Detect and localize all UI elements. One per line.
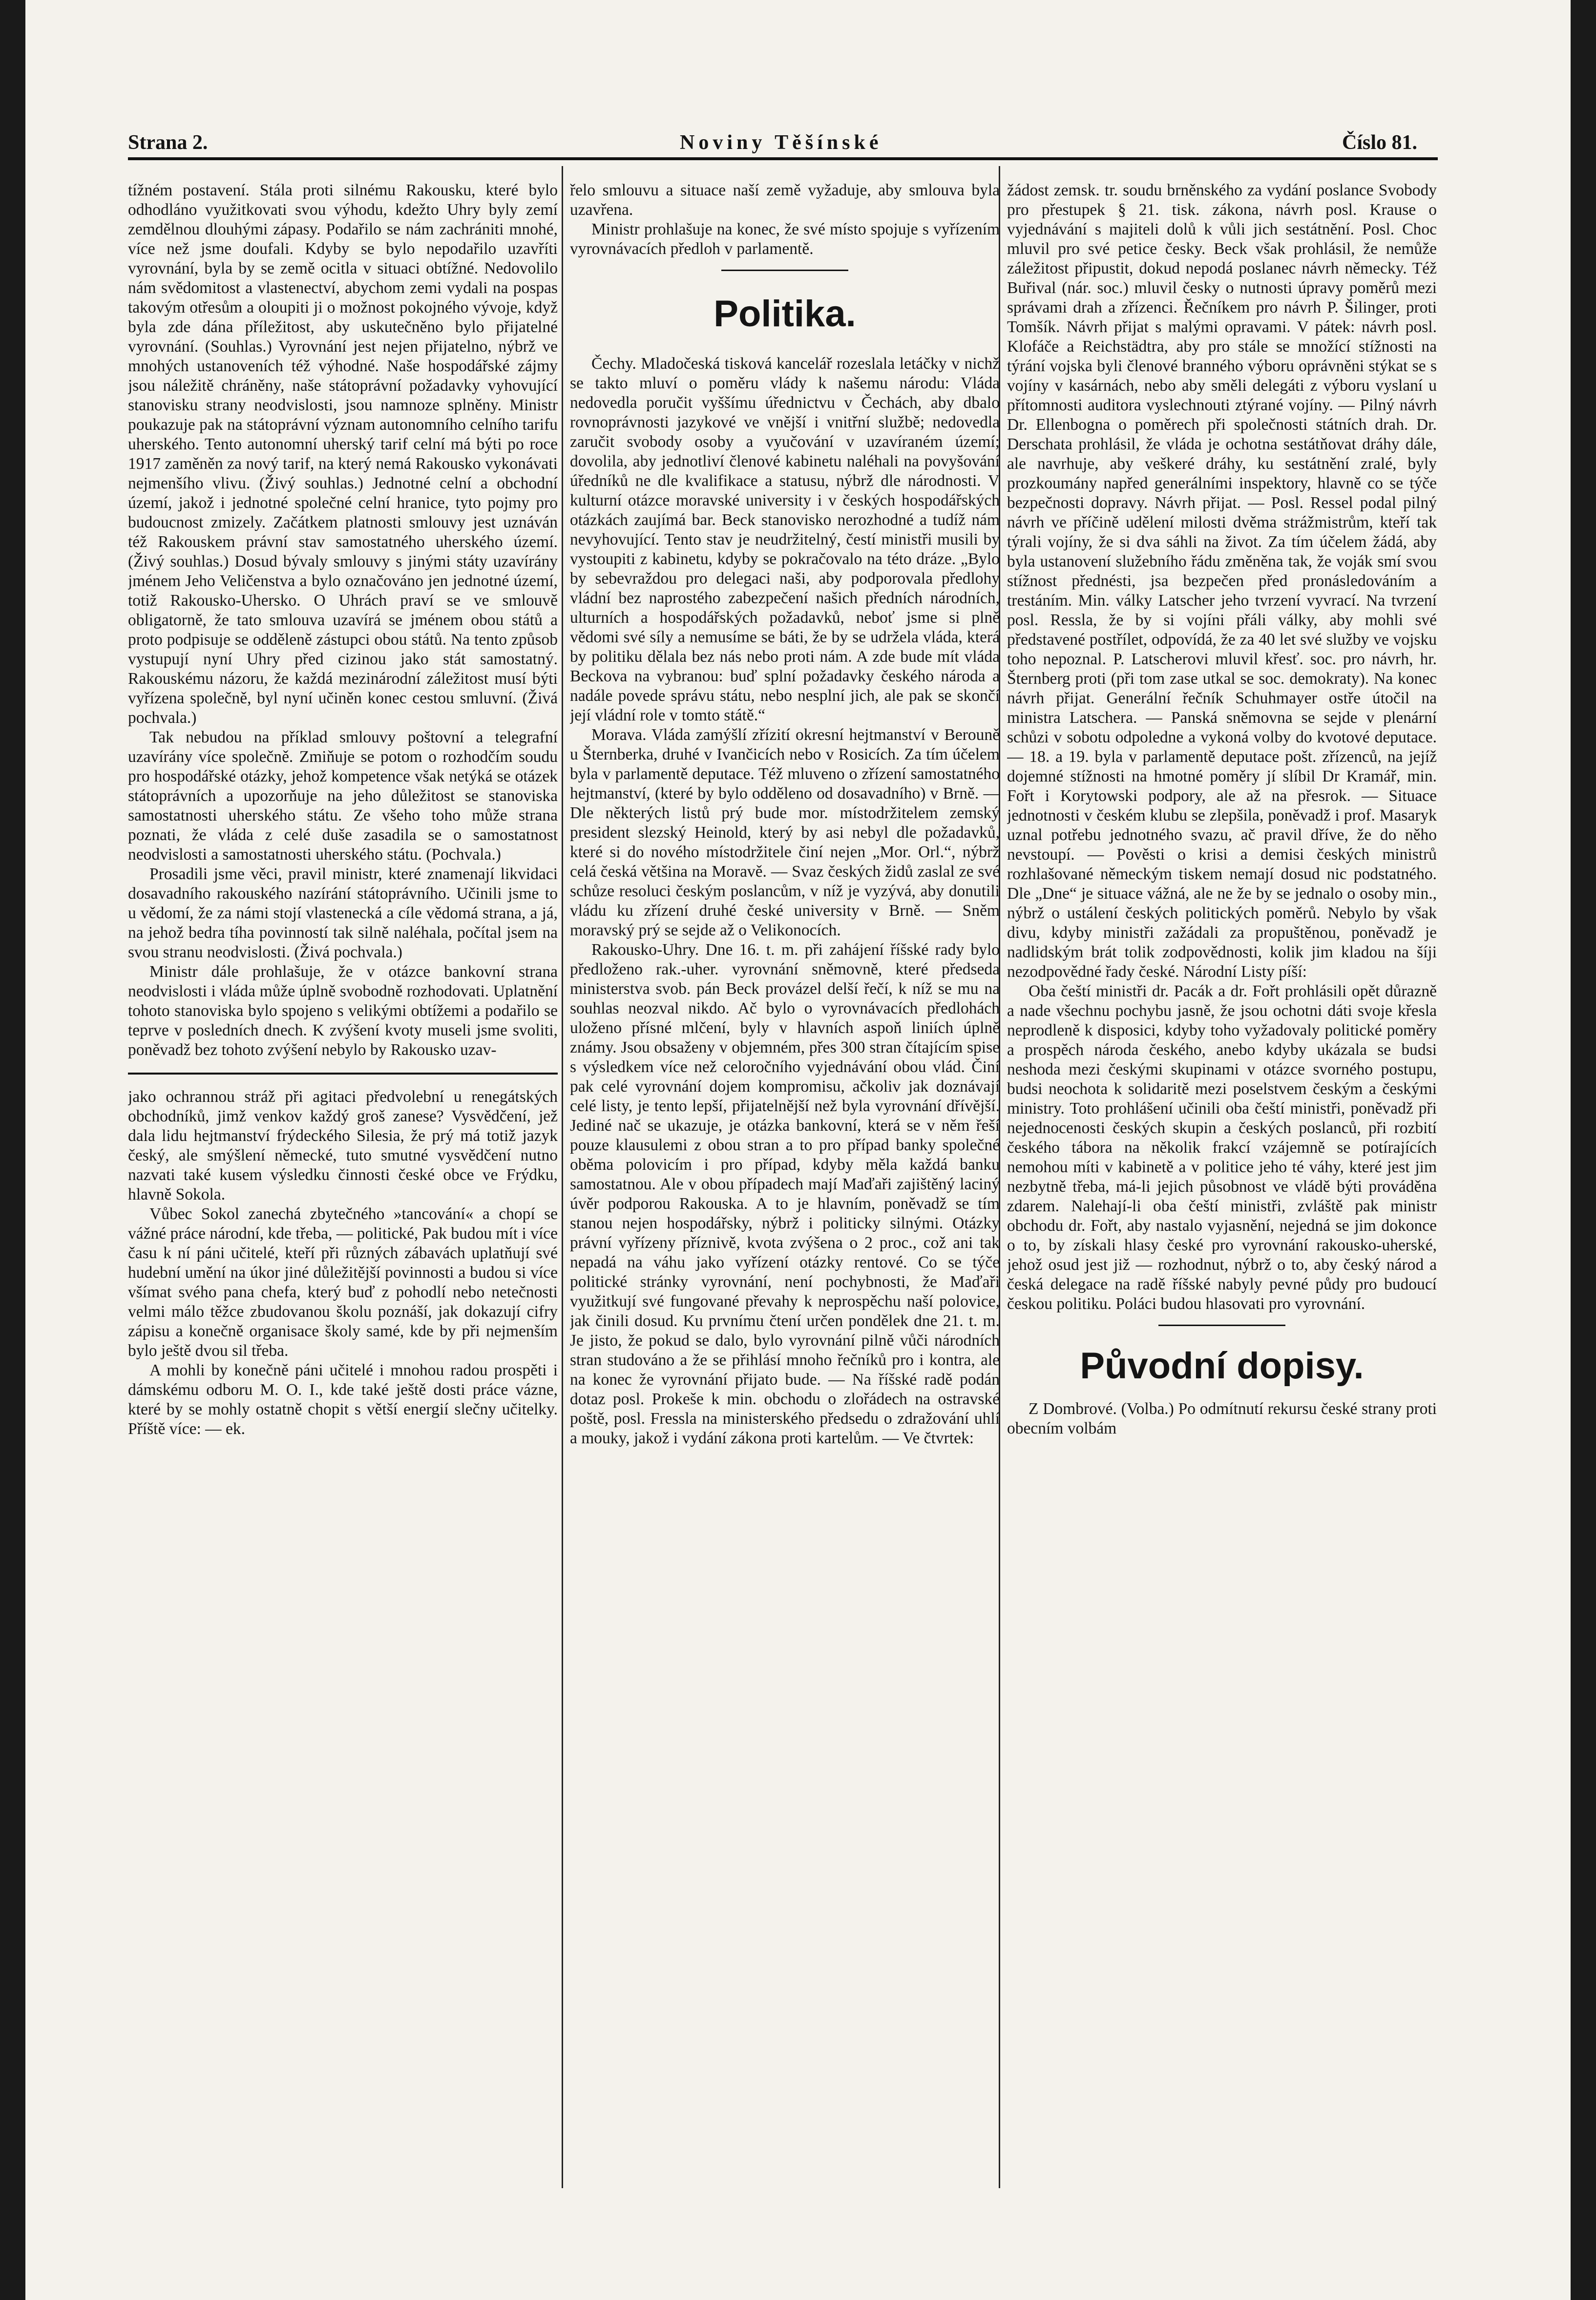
article-separator <box>721 270 848 271</box>
header-rule <box>128 157 1438 160</box>
article-separator <box>1158 1325 1285 1326</box>
article-paragraph: Vůbec Sokol zanechá zbytečného »tancování« a chopí se vážné práce národní, kde třeba, — politické, Pak budou mít i více času k ní páni učitelé, kteří při různých zábavách uplatňují své hudební umění na úkor jiné důležitější povinnosti a budou si více všímat svého pana chefa, který buď z pohodlí nebo netečnosti velmi málo těžce zbudovanou školu poznáší, jak dokazují cifry zápisu a konečně organisace školy samé, kde by při nejmenším bylo ještě dvou sil třeba. <box>128 1205 558 1360</box>
column-left <box>128 181 558 2183</box>
article-paragraph: Ministr prohlašuje na konec, že své místo spojuje s vyřízením vyrovnávacích předloh v parlamentě. <box>570 220 1000 258</box>
newspaper-title: Noviny Těšínské <box>680 131 882 154</box>
article-paragraph: Morava. Vláda zamýšlí zřízití okresní hejtmanství v Berouně u Šternberka, druhé v Ivančicích nebo v Rosicích. Za tím účelem byla v parlamentě deputace. Též mluveno o zřízení samostatného hejtmanství, (které by bylo odděleno od dosavadního) v Brně. — Dle některých listů prý bude mor. místodržitelem zemský president slezský Heinold, který by asi nebyl dle požadavků, které si do nového místodržitele činí nejen „Mor. Orl.“, nýbrž celá česká většina na Moravě. — Svaz českých židů zaslal ze své schůze resoluci českým poslancům, v níž je vyzývá, aby donutili vládu ku zřízení druhé české university v Brně. — Sněm moravský prý se sejde až o Velikonocích. <box>570 726 1000 939</box>
article-paragraph: žádost zemsk. tr. soudu brněnského za vydání poslance Svobody pro přestupek § 21. tisk. zákona, návrh posl. Krause o vyjednávání s majiteli dolů k vůli jich sestátnění. Posl. Choc mluvil pro své petice česky. Beck však prohlásil, že nemůže záležitost připustit, dokud nepodá poslanec návrh německy. Též Buřival (nár. soc.) mluvil česky o nutnosti úpravy poměrů mezi správami drah a zřízenci. Řečníkem pro návrh P. Šilinger, proti Tomšík. Návrh přijat s malými opravami. V pátek: návrh posl. Klofáče a Reichstädtra, aby pro stále se množící stížnosti na týrání vojska byli členové branného výboru oprávněni stýkat se s vojíny v kasárnách, nebo aby směli delegáti z výboru vyslaní u přítomnosti auditora vyslechnouti ztýrané vojíny. — Pilný návrh Dr. Ellenbogna o poměrech při společnosti státních drah. Dr. Derschata prohlásil, že vláda je ochotna sestátňovat dráhy dále, ale navrhuje, aby veškeré dráhy, ku sestátnění zralé, byly prozkoumány napřed generálními inspektory, hlavně co se týče bezpečnosti dopravy. Návrh přijat. — Posl. Ressel podal pilný návrh ve příčině udělení milosti dvěma strážmistrům, kteří tak týrali vojíny, že si dva sáhli na život. Za tím účelem žádá, aby byla ustanovení služebního řádu změněna tak, že voják smí svou stížnost přednésti, jsa bezpečen před pronásledováním a trestáním. Min. války Latscher jeho tvrzení vyvrací. Na tvrzení posl. Ressla, že by si vojíni přáli války, aby mohli své představené postřílet, odpovídá, že za 40 let své služby ve vojsku toho nepoznal. P. Latscherovi mluvil křesť. soc. pro návrh, hr. Šternberg proti (při tom zase utkal se soc. demokraty). Na konec návrh přijat. Generální řečník Schuhmayer ostře útočil na ministra Latschera. — Panská sněmovna se sejde v plenární schůzi v sobotu odpoledne a vykoná volby do kvotové deputace. — 18. a 19. byla v parlamentě deputace pošt. zřízenců, na jejíž dojemné stížnosti na hmotné poměry jí slíbil Dr Kramář, min. Fořt i Korytowski podpory, ale až na přesrok. — Situace jednotnosti v českém klubu se zlepšila, poněvadž i prof. Masaryk uznal potřebu jednotného svazu, ač pravil dříve, že do něho nevstoupí. — Pověsti o krisi a demisi českých ministrů rozhlašované německým tiskem nemají dosud nic podstatného. Dle „Dne“ je situace vážná, ale ne že by se jednalo o osoby min., nýbrž o ustálení českých politických poměrů. Nebylo by však divu, kdyby ministři zažádali za propuštěnou, poněvadž je nadlidským brát tolik zodpovědnosti, kolik jim kladou na šíji nezodpovědné řady české. Národní Listy píší: <box>1007 181 1437 981</box>
article-paragraph: Ministr dále prohlašuje, že v otázce bankovní strana neodvislosti i vláda může úplně svobodně rozhodovati. Uplatnění tohoto stanoviska bylo spojeno s velikými obtížemi a podařilo se teprve v posledních dnech. K zvýšení kvoty museli jsme svoliti, poněvadž bez tohoto zvýšení nebylo by Rakousko uzav- <box>128 963 558 1059</box>
column-right <box>1007 181 1437 2183</box>
article-paragraph: A mohli by konečně páni učitelé i mnohou radou prospěti i dámskému odboru M. O. I., kde také ještě dosti práce vázne, které by se mohly ostatně chopit s větší energií slečny učitelky. Příště více: — ek. <box>128 1361 558 1438</box>
column-middle <box>570 181 1000 2183</box>
article-paragraph: Čechy. Mladočeská tisková kancelář rozeslala letáčky v nichž se takto mluví o poměru vlády k našemu národu: Vláda nedovedla poručit vyššímu úřednictvu v Čechách, aby dbalo rovnoprávnosti jazykové ve vnější i vnitřní službě; nedovedla zaručit svobody osoby a vyučování v uzavíraném území; dovolila, aby jednotliví členové kabinetu naléhali na povyšování úředníků ne dle kvalifikace a statusu, nýbrž dle národnosti. V kulturní otázce moravské university i v českých hospodářských otázkách zaujímá bar. Beck stanovisko nerozhodné a tudíž nám nevyhovující. Tento stav je neudržitelný, čestí ministři musili by vystoupiti z kabinetu, kdyby se pokračovalo na této dráze. „Bylo by sebevraždou pro delegaci naši, aby podporovala předlohy vládní bez naprostého zabezpečení našich předních národních, ulturních a hospodářských požadavků, neboť jsme si plně vědomi své síly a nemusíme se báti, že by se udržela vláda, která by politiku dělala bez nás nebo proti nám. A zde bude mít vláda Beckova na vybranou: buď splní požadavky českého národa a nadále povede správu státu, nebo nesplní jich, ale pak se skončí její vládní role v tomto státě.“ <box>570 355 1000 724</box>
article-paragraph: Tak nebudou na příklad smlouvy poštovní a telegrafní uzavírány více společně. Zmiňuje se potom o rozhodčím soudu pro hospodářské otázky, jehož kompetence však netýká se otázek státoprávních a upozorňuje na jeho důležitost se stanoviska samostatnosti uherského státu. Ze všeho toho může strana poznati, že vláda z celé duše zasadila se o samostatnost neodvislosti a samostatnosti uherského státu. (Pochvala.) <box>128 728 558 864</box>
issue-number: Číslo 81. <box>1342 131 1417 154</box>
article-paragraph: Z Dombrové. (Volba.) Po odmítnutí rekursu české strany proti obecním volbám <box>1007 1400 1437 1437</box>
article-paragraph: řelo smlouvu a situace naší země vyžaduje, aby smlouva byla uzavřena. <box>570 181 1000 219</box>
section-heading-politika: Politika. <box>714 293 856 335</box>
page-number: Strana 2. <box>128 131 208 154</box>
article-paragraph: Rakousko-Uhry. Dne 16. t. m. při zahájení říšské rady bylo předloženo rak.-uher. vyrovnání sněmovně, které předseda ministerstva svob. pán Beck provázel delší řečí, k níž se mu na souhlas neozval nikdo. Ač bylo o vyrovnávacích předlohách uloženo přísné mlčení, byly v hlavních aspoň liniích úplně známy. Jsou obsaženy v objemném, přes 300 stran čítajícím spise s výsledkem více než celoročního vyjednávání obou vlád. Činí pak celé vyrovnání dojem kompromisu, ačkoliv jak doznávají celé listy, je tento lepší, přijatelnější než byla vyrovnání dřívější. Jediné nač se ukazuje, je otázka bankovní, která se v něm řeší pouze klausulemi z obou stran a to pro případ banky společné oběma polovicím i pro případ, kdyby měla každá banku samostatnou. Ale v obou případech mají Maďaři zajištěný laciný úvěr podporou Rakouska. A to je hlavním, poněvadž se tím stanou nejen hospodářsky, nýbrž i politicky silnými. Otázky právní vyřízeny příznivě, kvota zvýšena o 2 proc., což ani tak nepadá na váhu jako vyřízení otázky rentové. Co se týče politické stránky vyrovnání, není pochybnosti, že Maďaři využitkují své fungované převahy k neprospěchu naší polovice, jak činili dosud. Ku prvnímu čtení určen pondělek dne 21. t. m. Je jisto, že pokud se dalo, bylo vyrovnání pilně vůči národních stran studováno a že se přihlásí mnoho řečníků pro i kontra, ale na konec že vyrovnání přijato bude. — Na říšské radě podán dotaz posl. Prokeše k min. obchodu o zlořádech na ostravské poště, posl. Fressla na ministerského předsedu o zdražování uhlí a mouky, jakož i vydání zákona proti kartelům. — Ve čtvrtek: <box>570 941 1000 1447</box>
article-separator <box>128 1073 558 1075</box>
column-divider <box>562 166 563 2188</box>
scan-edge-right <box>1571 0 1596 2300</box>
article-paragraph: Prosadili jsme věci, pravil ministr, které znamenají likvidaci dosavadního rakouského nazírání státoprávního. Učinili jsme to u vědomí, že za námi stojí vlastenecká a cíle vědomá strana, a já, na jehož bedra tíha povinností tak silně naléhala, počítal jsem na svou stranu neodvislosti. (Živá pochvala.) <box>128 865 558 961</box>
article-paragraph: Oba čeští ministři dr. Pacák a dr. Fořt prohlásili opět důrazně a nade všechnu pochybu jasně, že jsou ochotni dáti svoje křesla neprodleně k disposici, kdyby toho vyžadovaly politické poměry a prospěch národa českého, anebo kdyby ukázala se budsi neshoda mezi českými skupinami v otázce svorného postupu, budsi neochota k solidaritě mezi poselstvem českým a českými ministry. Toto prohlášení učinili oba čeští ministři, poněvadž při nejednocenosti českých skupin a českých poslanců, při rozbití českého tábora na několik frakcí vzájemně se potírajících nemohou míti v kabinetě a v politice jeho té váhy, které jest jim nezbytně třeba, má-li jejich působnost ve vládě býti prováděna zdarem. Nalehají-li oba čeští ministři, zvláště pak ministr obchodu dr. Fořt, aby nastalo vyjasnění, nejedná se jim dokonce o to, by získali hlasy české pro vyrovnání rakousko-uherské, jehož osud jest již — rozhodnut, nýbrž o to, aby český národ a česká delegace na radě říšské nabyly pevné půdy pro budoucí českou politiku. Poláci budou hlasovati pro vyrovnání. <box>1007 982 1437 1313</box>
page-header <box>128 128 1417 157</box>
section-heading-dopisy: Původní dopisy. <box>1080 1345 1364 1387</box>
article-paragraph: jako ochrannou stráž při agitaci předvolební u renegátských obchodníků, jimž venkov každý groš zanese? Vysvědčení, jež dala lidu hejtmanství frýdeckého Silesia, že prý má totiž jazyk český, ale smýšlení německé, tuto smutné vysvědčení nutno nazvati také kusem výsledku činnosti české obce ve Frýdku, hlavně Sokola. <box>128 1088 558 1203</box>
scan-edge-left <box>0 0 25 2300</box>
article-paragraph: tížném postavení. Stála proti silnému Rakousku, které bylo odhodláno využitkovati svou výhodu, kdežto Uhry byly zemí zemdělnou dlouhými zápasy. Podařilo se nám zachrániti mnohé, více než jsme doufali. Kdyby se bylo nepodařilo uzavříti vyrovnání, byla by se země ocitla v situaci obtížné. Nedovolilo nám svědomitost a vlastenectví, abychom zemi vydali na pospas takovým otřesům a oloupiti ji o možnost pokojného vývoje, když byla zde dána příležitost, aby uskutečněno bylo přijatelné vyrovnání. (Souhlas.) Vyrovnání jest nejen přijatelno, nýbrž ve mnohých ustanoveních též výhodné. Naše hospodářské zájmy jsou náležitě chráněny, naše státoprávní požadavky vyhovující stanovisku strany neodvislosti, jsou namnoze splněny. Ministr poukazuje pak na státoprávní význam autonomního celního tarifu uherského. Tento autonomní uherský tarif celní má býti po roce 1917 zaměněn za nový tarif, na který nemá Rakousko vykonávati nejmenšího vlivu. (Živý souhlas.) Jednotné celní a obchodní území, jakož i jednotné společné celní hranice, tyto pojmy pro budoucnost zmizely. Začátkem platnosti smlouvy jest uznáván též Rakouskem právní stav samostatného uherského území. (Živý souhlas.) Dosud bývaly smlouvy s jinými státy uzavírány jménem Jeho Veličenstva a bylo označováno jen jednotné území, totiž Rakousko-Uhersko. O Uhrách praví se ve smlouvě obligatorně, že tato smlouva uzavírá se jménem obou států a proto podpisuje se odděleně zástupci obou států. Na tento způsob vystupují nyní Uhry před cizinou jako stát samostatný. Rakouskému názoru, že každá mezinárodní záležitost musí býti vyřízena společně, byl nyní učiněn konec cestou smluvní. (Živá pochvala.) <box>128 181 558 727</box>
